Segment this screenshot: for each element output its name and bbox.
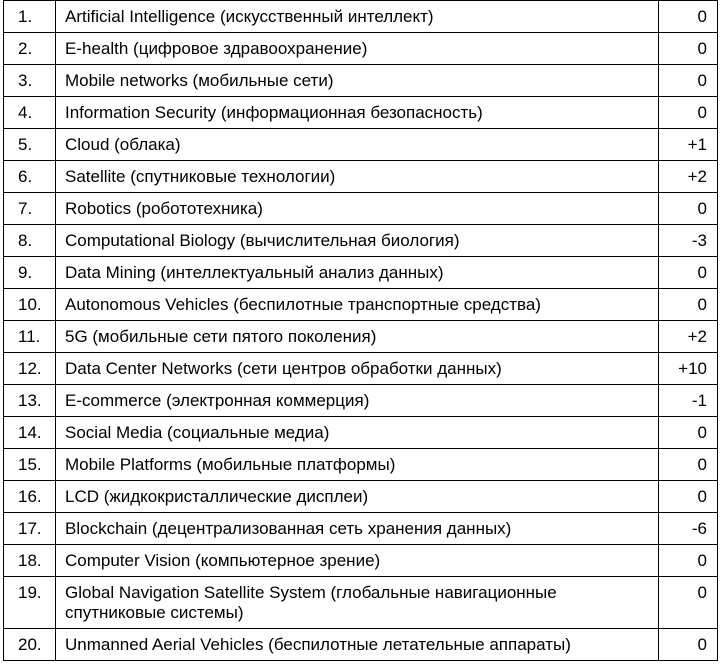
row-number: 13. (4, 385, 56, 417)
table-row (4, 193, 718, 225)
row-number: 14. (4, 417, 56, 449)
row-value: 0 (659, 257, 718, 289)
row-number: 3. (4, 65, 56, 97)
row-value: 0 (659, 97, 718, 129)
table-row (4, 225, 718, 257)
row-value: +1 (659, 129, 718, 161)
row-technology: Cloud (облака) (56, 129, 659, 161)
row-technology: Blockchain (децентрализованная сеть хранения данных) (56, 513, 659, 545)
table-row (4, 577, 718, 629)
row-number: 17. (4, 513, 56, 545)
row-technology: Computational Biology (вычислительная биология) (56, 225, 659, 257)
row-technology: Global Navigation Satellite System (глобальные навигационные спутниковые системы) (56, 577, 659, 629)
row-number: 11. (4, 321, 56, 353)
row-number: 7. (4, 193, 56, 225)
row-technology: E-health (цифровое здравоохранение) (56, 33, 659, 65)
row-number: 1. (4, 1, 56, 33)
table-row (4, 257, 718, 289)
row-value: 0 (659, 449, 718, 481)
row-technology: 5G (мобильные сети пятого поколения) (56, 321, 659, 353)
table-row (4, 33, 718, 65)
row-number: 15. (4, 449, 56, 481)
table-row (4, 65, 718, 97)
row-value: 0 (659, 1, 718, 33)
row-technology: Information Security (информационная безопасность) (56, 97, 659, 129)
row-number: 9. (4, 257, 56, 289)
row-value: -3 (659, 225, 718, 257)
row-value: 0 (659, 193, 718, 225)
table-row (4, 629, 718, 661)
row-technology: LCD (жидкокристаллические дисплеи) (56, 481, 659, 513)
table-row (4, 353, 718, 385)
row-number: 18. (4, 545, 56, 577)
row-technology: Mobile Platforms (мобильные платформы) (56, 449, 659, 481)
row-value: 0 (659, 417, 718, 449)
row-technology: Robotics (робототехника) (56, 193, 659, 225)
row-value: -1 (659, 385, 718, 417)
table-row (4, 1, 718, 33)
table-row (4, 513, 718, 545)
row-value: 0 (659, 629, 718, 661)
row-number: 8. (4, 225, 56, 257)
row-technology: E-commerce (электронная коммерция) (56, 385, 659, 417)
row-technology: Satellite (спутниковые технологии) (56, 161, 659, 193)
row-value: 0 (659, 577, 718, 629)
row-technology: Autonomous Vehicles (беспилотные транспортные средства) (56, 289, 659, 321)
row-technology: Computer Vision (компьютерное зрение) (56, 545, 659, 577)
table-row (4, 449, 718, 481)
table-row (4, 161, 718, 193)
table-body (4, 1, 718, 661)
table-row (4, 97, 718, 129)
table-row (4, 545, 718, 577)
row-value: +10 (659, 353, 718, 385)
row-number: 2. (4, 33, 56, 65)
row-value: -6 (659, 513, 718, 545)
row-technology: Data Center Networks (сети центров обработки данных) (56, 353, 659, 385)
row-number: 5. (4, 129, 56, 161)
row-number: 19. (4, 577, 56, 629)
row-number: 20. (4, 629, 56, 661)
row-technology: Unmanned Aerial Vehicles (беспилотные летательные аппараты) (56, 629, 659, 661)
table-row (4, 129, 718, 161)
technology-table (3, 0, 718, 661)
row-number: 10. (4, 289, 56, 321)
row-value: 0 (659, 65, 718, 97)
row-value: 0 (659, 481, 718, 513)
table-row (4, 289, 718, 321)
row-technology: Social Media (социальные медиа) (56, 417, 659, 449)
table-row (4, 385, 718, 417)
row-number: 16. (4, 481, 56, 513)
row-technology: Artificial Intelligence (искусственный интеллект) (56, 1, 659, 33)
row-value: +2 (659, 161, 718, 193)
row-value: 0 (659, 289, 718, 321)
table-row (4, 481, 718, 513)
row-technology: Data Mining (интеллектуальный анализ данных) (56, 257, 659, 289)
row-number: 12. (4, 353, 56, 385)
row-value: +2 (659, 321, 718, 353)
row-technology: Mobile networks (мобильные сети) (56, 65, 659, 97)
row-number: 4. (4, 97, 56, 129)
row-value: 0 (659, 545, 718, 577)
row-value: 0 (659, 33, 718, 65)
table-row (4, 417, 718, 449)
row-number: 6. (4, 161, 56, 193)
table-row (4, 321, 718, 353)
